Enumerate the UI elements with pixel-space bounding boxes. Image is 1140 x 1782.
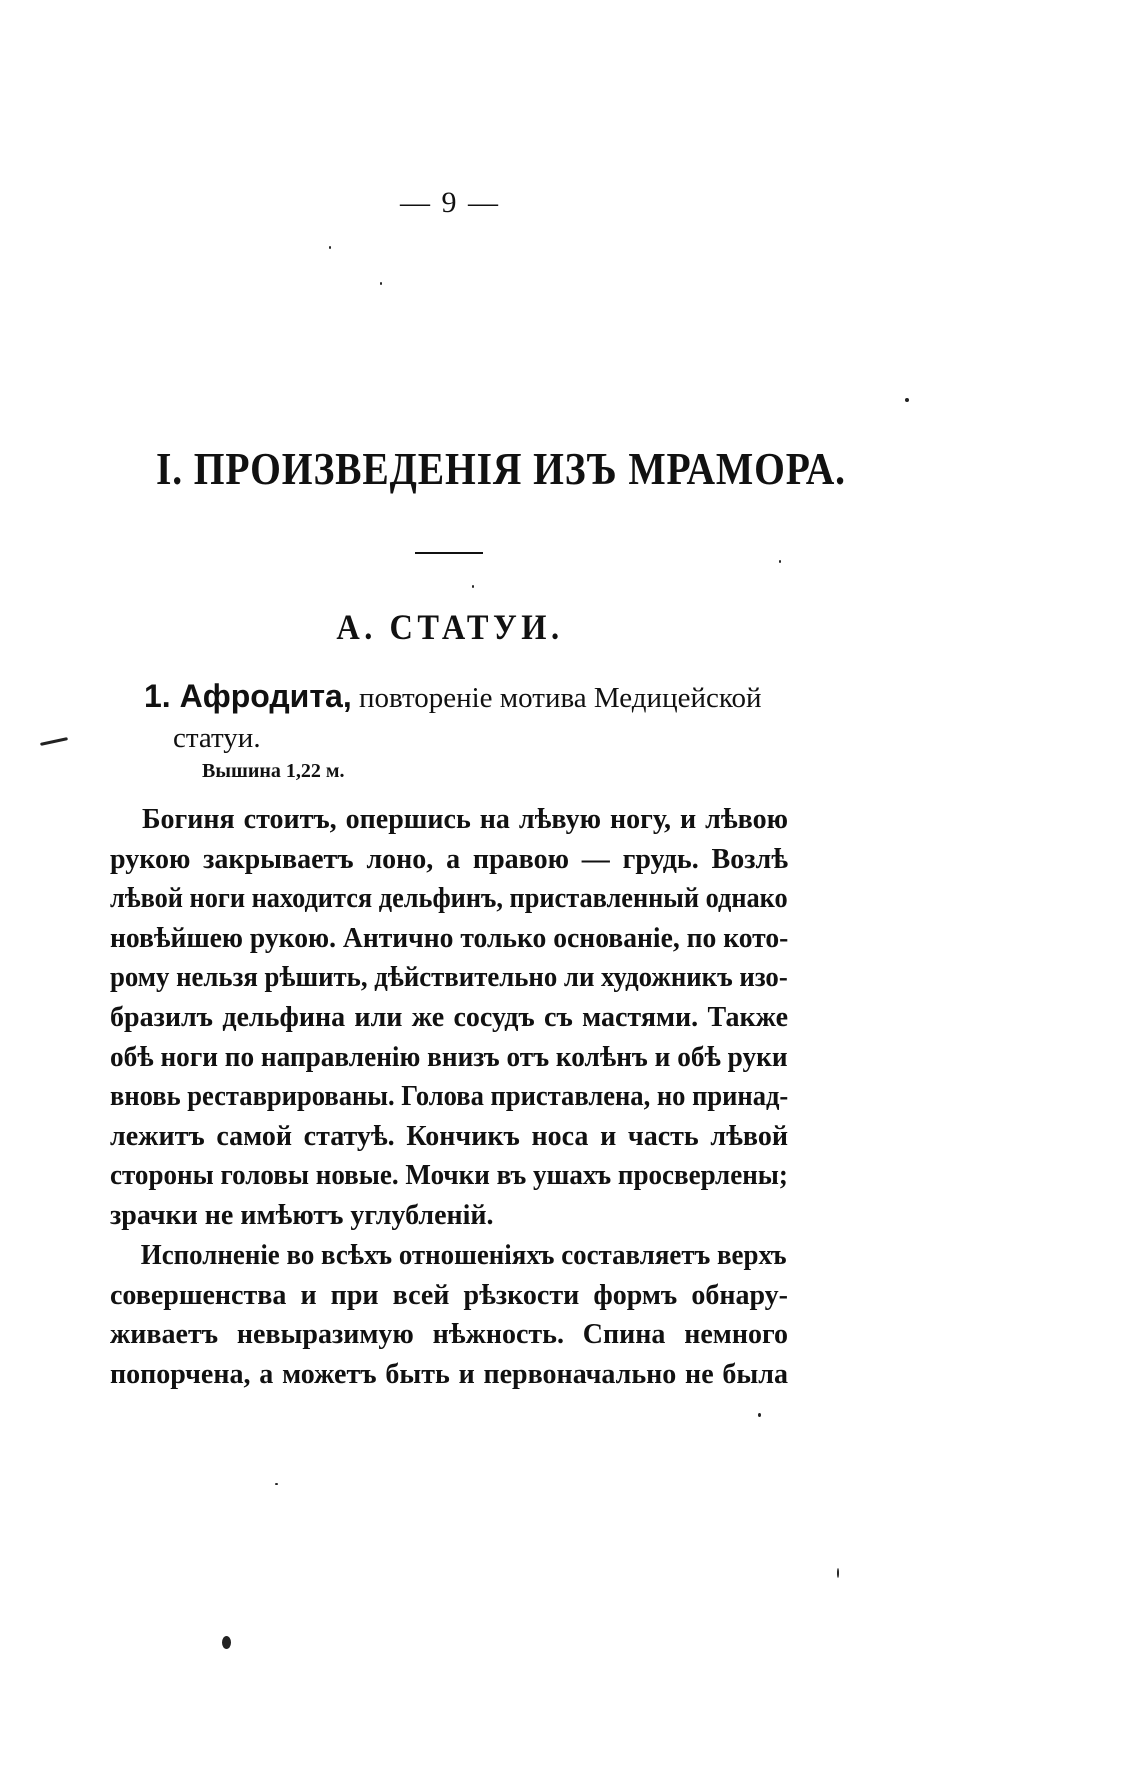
paragraph-line: рому нельзя рѣшить, дѣйствительно ли художникъ изо- [110, 962, 788, 994]
section-title: I. ПРОИЗВЕДЕНІЯ ИЗЪ МРАМОРА. [156, 443, 846, 494]
paragraph-line: лѣвой ноги находится дельфинъ, приставленный однако [110, 883, 788, 915]
paragraph-1 [110, 800, 788, 1236]
scan-speck [905, 398, 909, 402]
paragraph-line: совершенства и при всей рѣзкости формъ обнару- [110, 1279, 788, 1311]
paragraph-line: бразилъ дельфина или же сосудъ съ мастями. Также [110, 1001, 788, 1033]
scan-speck [40, 737, 68, 746]
scan-speck [275, 1483, 278, 1485]
paragraph-line: живаетъ невыразимую нѣжность. Спина немного [110, 1319, 788, 1351]
entry-description-continued: статуи. [173, 722, 261, 754]
paragraph-line: вновь реставрированы. Голова приставлена, но принад- [110, 1081, 789, 1113]
scan-speck [837, 1568, 839, 1578]
scan-speck [329, 246, 331, 249]
paragraph-line: зрачки не имѣютъ углубленій. [110, 1199, 494, 1231]
entry-name: 1. Афродита, [144, 678, 352, 714]
subsection-title: А. СТАТУИ. [336, 607, 564, 647]
paragraph-line: Богиня стоитъ, опершись на лѣвую ногу, и лѣвою [142, 804, 788, 835]
scan-speck [380, 282, 382, 285]
entry-heading [144, 676, 804, 758]
paragraph-line: стороны головы новые. Мочки въ ушахъ просверлены; [110, 1160, 788, 1192]
page-number: — 9 — [400, 186, 500, 219]
paragraph-line: Исполненіе во всѣхъ отношеніяхъ составляетъ верхъ [140, 1240, 787, 1271]
scan-speck [222, 1636, 231, 1649]
entry-dimensions: Вышина 1,22 м. [202, 760, 345, 782]
scan-speck [779, 560, 781, 563]
scan-speck [758, 1413, 761, 1417]
paragraph-line: попорчена, а можетъ быть и первоначально не была [110, 1358, 788, 1390]
paragraph-line: обѣ ноги по направленію внизъ отъ колѣнъ и обѣ руки [110, 1041, 788, 1073]
entry-description: повтореніе мотива Медицейской [351, 682, 762, 714]
paragraph-2 [110, 1236, 788, 1394]
paragraph-line: новѣйшею рукою. Антично только основаніе, по кото- [110, 922, 789, 954]
scan-speck [472, 585, 474, 588]
paragraph-line: лежитъ самой статуѣ. Кончикъ носа и часть лѣвой [110, 1120, 788, 1152]
title-divider [415, 552, 483, 554]
paragraph-line: рукою закрываетъ лоно, а правою — грудь. Возлѣ [110, 843, 788, 875]
